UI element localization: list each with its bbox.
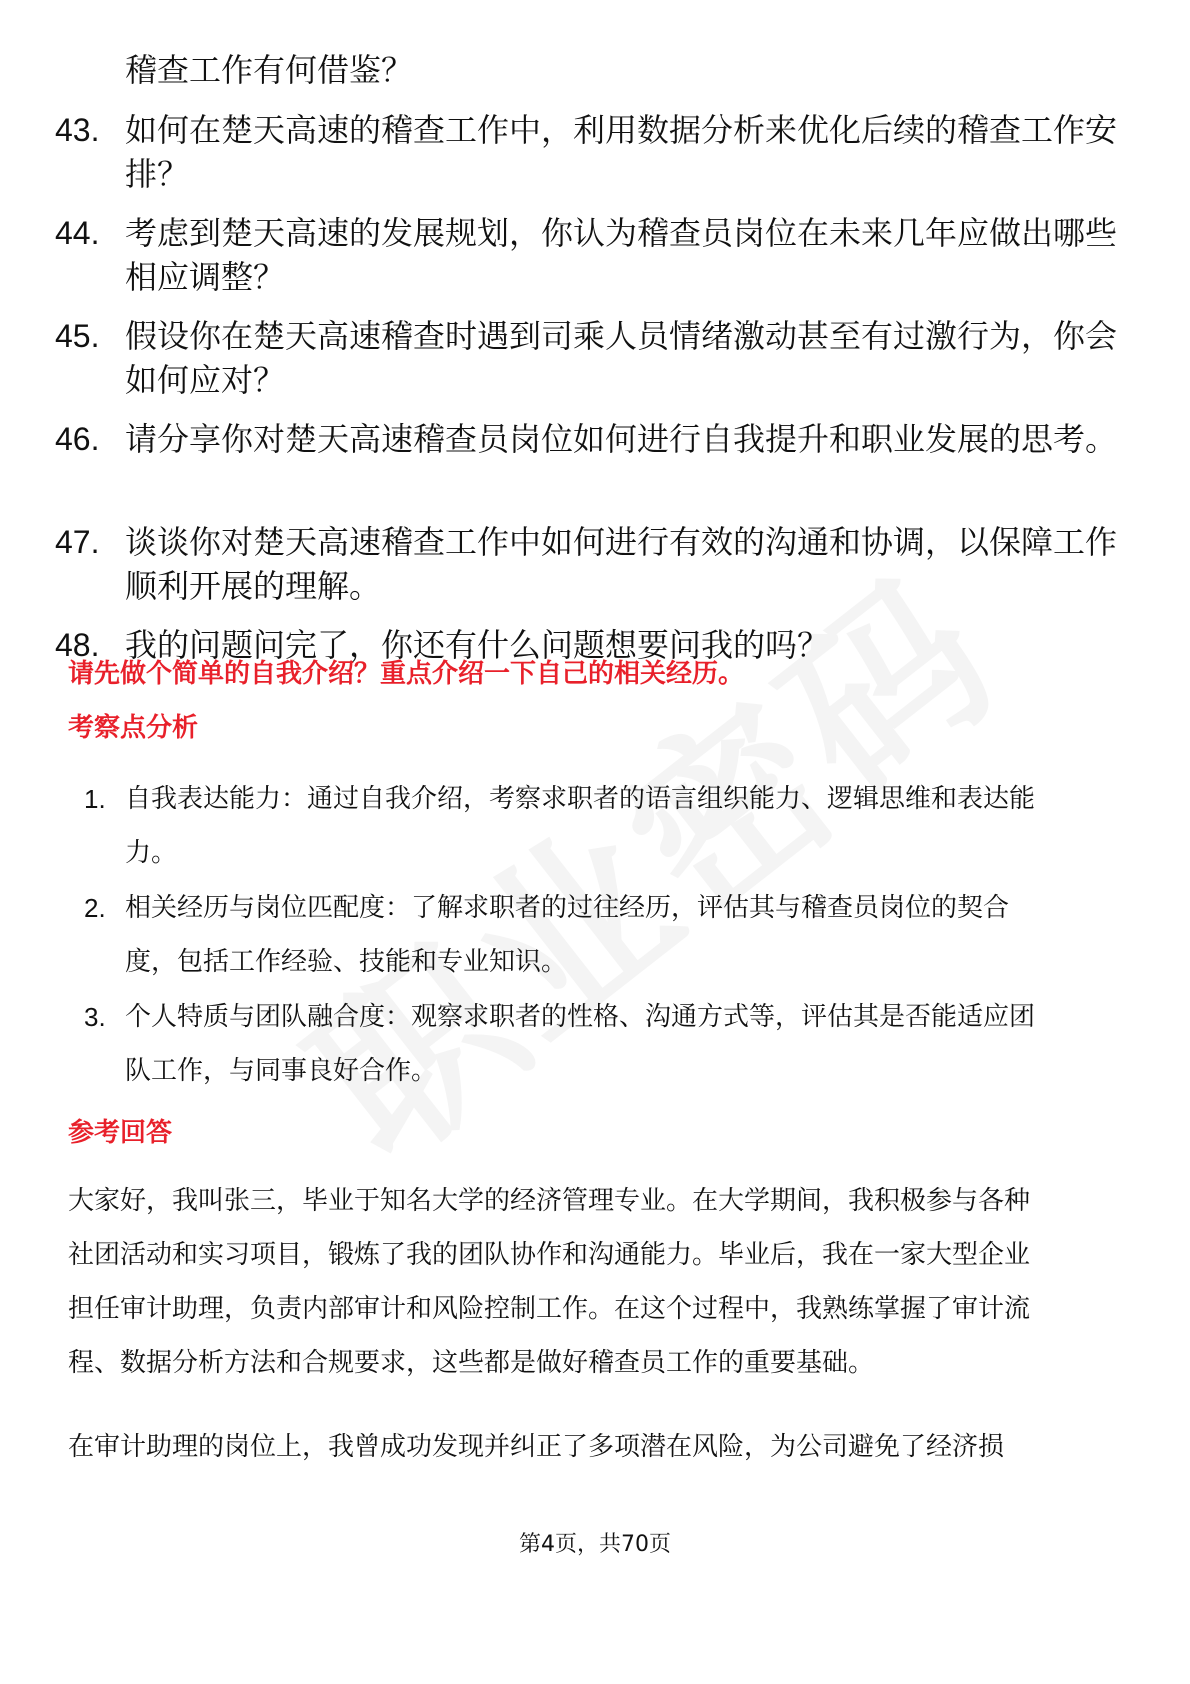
question-text: 我的问题问完了，你还有什么问题想要问我的吗？ <box>125 626 830 664</box>
analysis-list <box>0 772 1190 1099</box>
question-number: 44. <box>55 215 100 251</box>
question-number: 45. <box>55 318 100 354</box>
analysis-text: 个人特质与团队融合度：观察求职者的性格、沟通方式等，评估其是否能适应团队工作，与同事良好合作。 <box>125 1002 1036 1086</box>
analysis-item <box>0 881 1190 990</box>
answer-paragraph-2: 在审计助理的岗位上，我曾成功发现并纠正了多项潜在风险，为公司避免了经济损 <box>68 1432 1005 1462</box>
analysis-number: 1. <box>84 784 106 814</box>
section-question-title: 请先做个简单的自我介绍？重点介绍一下自己的相关经历。 <box>68 659 745 689</box>
analysis-number: 3. <box>84 1002 106 1032</box>
question-item-47 <box>0 520 1190 623</box>
analysis-title: 考察点分析 <box>68 713 199 743</box>
question-text: 考虑到楚天高速的发展规划，你认为稽查员岗位在未来几年应做出哪些相应调整？ <box>125 214 1118 296</box>
analysis-item <box>0 772 1190 881</box>
page-footer: 第4页，共70页 <box>519 1532 671 1557</box>
question-number: 46. <box>55 421 100 457</box>
question-number: 43. <box>55 112 100 148</box>
question-text: 假设你在楚天高速稽查时遇到司乘人员情绪激动甚至有过激行为，你会如何应对？ <box>125 317 1118 399</box>
analysis-number: 2. <box>84 893 106 923</box>
question-number: 47. <box>55 524 100 560</box>
question-item-44 <box>0 211 1190 314</box>
question-text: 如何在楚天高速的稽查工作中，利用数据分析来优化后续的稽查工作安排？ <box>125 111 1118 193</box>
question-item-43 <box>0 108 1190 211</box>
question-continuation: 稽查工作有何借鉴？ <box>125 51 414 89</box>
question-text: 谈谈你对楚天高速稽查工作中如何进行有效的沟通和协调，以保障工作顺利开展的理解。 <box>125 523 1118 605</box>
answer-title: 参考回答 <box>68 1118 173 1148</box>
question-item-46 <box>0 417 1190 520</box>
question-list <box>0 108 1190 683</box>
analysis-text: 相关经历与岗位匹配度：了解求职者的过往经历，评估其与稽查员岗位的契合度，包括工作经验、技能和专业知识。 <box>125 893 1010 977</box>
question-item-45 <box>0 314 1190 417</box>
question-text: 请分享你对楚天高速稽查员岗位如何进行自我提升和职业发展的思考。 <box>125 420 1118 458</box>
analysis-item <box>0 990 1190 1099</box>
analysis-text: 自我表达能力：通过自我介绍，考察求职者的语言组织能力、逻辑思维和表达能力。 <box>125 784 1036 868</box>
answer-paragraph-1: 大家好，我叫张三，毕业于知名大学的经济管理专业。在大学期间，我积极参与各种社团活动和实习项目，锻炼了我的团队协作和沟通能力。毕业后，我在一家大型企业担任审计助理，负责内部审计和风险控制工作。在这个过程中，我熟练掌握了审计流程、数据分析方法和合规要求，这些都是做好稽查员工作的重要基础。 <box>68 1186 1031 1378</box>
question-number: 48. <box>55 627 100 663</box>
